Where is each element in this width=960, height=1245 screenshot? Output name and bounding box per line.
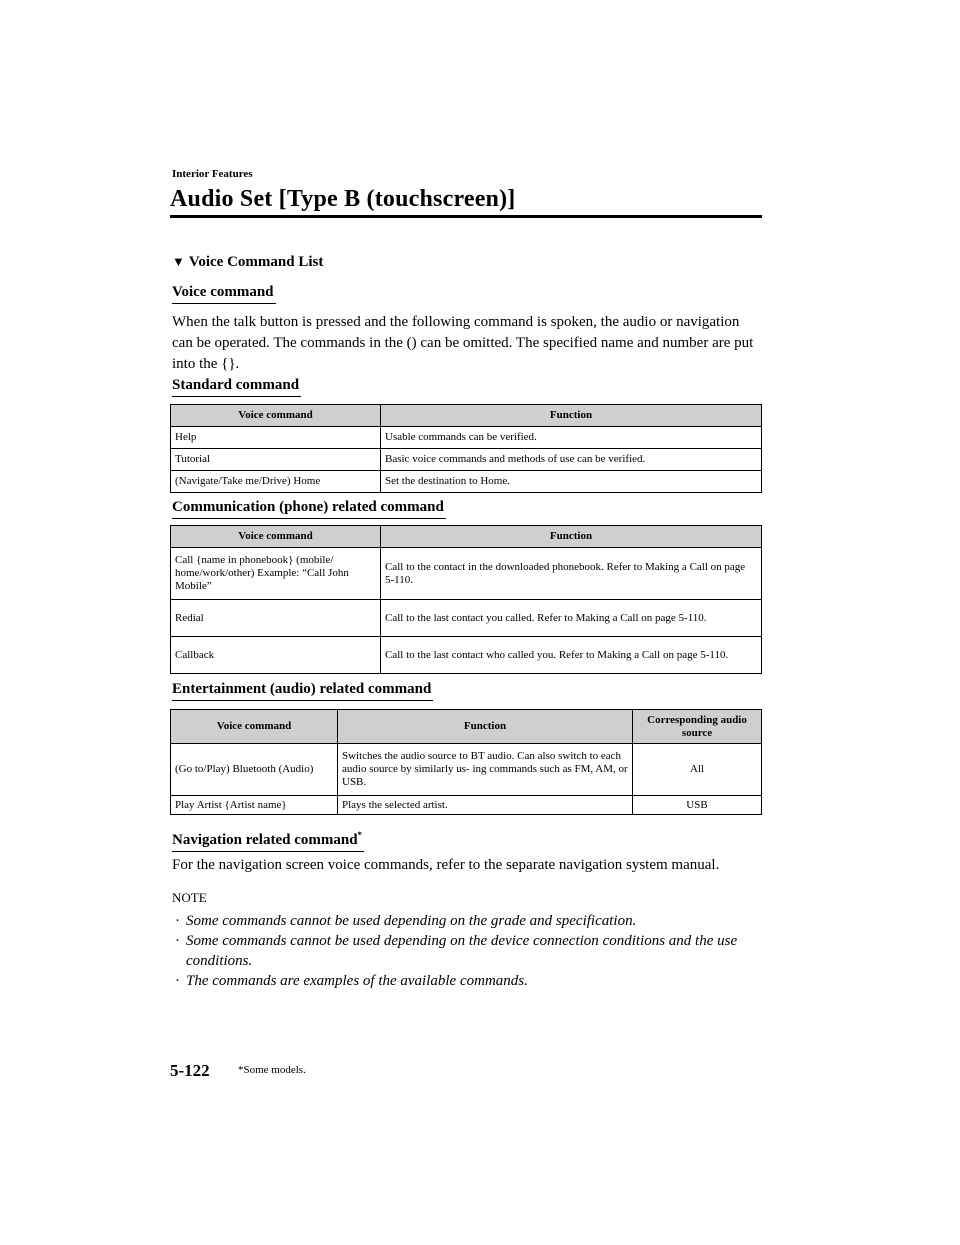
list-heading-text: Voice Command List (188, 254, 324, 270)
page-number: 5-122 (170, 1061, 210, 1080)
table-row (171, 637, 762, 674)
column-header: Voice command (171, 526, 381, 548)
column-header: Function (381, 526, 762, 548)
section-label: Interior Features (172, 168, 253, 180)
table-cell: Tutorial (171, 449, 381, 471)
entertainment-command-table (170, 709, 762, 815)
table-cell: Call to the last contact you called. Refer to Making a Call on page 5-110. (381, 600, 762, 637)
column-header: Voice command (171, 710, 338, 744)
voice-command-list-heading (172, 254, 323, 271)
table-header-row (171, 710, 762, 744)
table-cell: Help (171, 427, 381, 449)
standard-command-heading (172, 377, 301, 397)
table-cell: Callback (171, 637, 381, 674)
note-item-text: Some commands cannot be used depending on the grade and specification. (186, 913, 637, 929)
triangle-down-icon: ▼ (172, 254, 185, 269)
bullet-icon: · (175, 913, 180, 929)
note-item (172, 971, 762, 991)
navigation-paragraph: For the navigation screen voice commands, refer to the separate navigation system manual. (172, 857, 720, 873)
column-header: Voice command (171, 405, 381, 427)
table-row (171, 796, 762, 815)
standard-command-heading-text: Standard command (172, 377, 301, 397)
note-item (172, 911, 762, 931)
table-row (171, 744, 762, 796)
page-title: Audio Set [Type B (touchscreen)] (170, 186, 516, 212)
table-row (171, 548, 762, 600)
column-header: Corresponding audio source (633, 710, 762, 744)
table-row (171, 471, 762, 493)
standard-command-table (170, 404, 762, 493)
table-cell: Usable commands can be verified. (381, 427, 762, 449)
navigation-heading-underline (172, 830, 364, 852)
table-cell: All (633, 744, 762, 796)
navigation-command-heading-text: Navigation related command (172, 832, 358, 848)
table-cell: (Navigate/Take me/Drive) Home (171, 471, 381, 493)
table-cell: Call to the contact in the downloaded phonebook. Refer to Making a Call on page 5-110. (381, 548, 762, 600)
table-cell: Switches the audio source to BT audio. Can also switch to each audio source by similarly us- ing commands such as FM, AM, or USB. (338, 744, 633, 796)
bullet-icon: · (175, 973, 180, 989)
table-cell: Call {name in phonebook} (mobile/ home/work/other) Example: “Call John Mobile” (171, 548, 381, 600)
table-cell: Plays the selected artist. (338, 796, 633, 815)
table-cell: USB (633, 796, 762, 815)
table-row (171, 449, 762, 471)
table-cell: Set the destination to Home. (381, 471, 762, 493)
note-item-text: Some commands cannot be used depending on the device connection conditions and the use conditions. (186, 933, 738, 969)
note-list (172, 911, 762, 991)
title-rule (170, 215, 762, 218)
entertainment-command-heading-text: Entertainment (audio) related command (172, 681, 433, 701)
table-row (171, 427, 762, 449)
table-cell: Play Artist {Artist name} (171, 796, 338, 815)
entertainment-command-heading (172, 681, 433, 701)
intro-paragraph: When the talk button is pressed and the following command is spoken, the audio or navigation can be operated. The commands in the () can be omitted. The specified name and number are put into the {}. (172, 314, 754, 372)
voice-command-heading-text: Voice command (172, 284, 276, 304)
navigation-command-heading (172, 830, 364, 852)
column-header: Function (381, 405, 762, 427)
table-row (171, 600, 762, 637)
voice-command-heading (172, 284, 276, 304)
table-cell: (Go to/Play) Bluetooth (Audio) (171, 744, 338, 796)
note-label: NOTE (172, 890, 207, 905)
table-cell: Basic voice commands and methods of use can be verified. (381, 449, 762, 471)
bullet-icon: · (175, 933, 180, 949)
table-cell: Redial (171, 600, 381, 637)
some-models-marker: * (357, 830, 363, 840)
note-item (172, 931, 762, 971)
footnote: *Some models. (238, 1064, 306, 1076)
communication-command-heading-text: Communication (phone) related command (172, 499, 446, 519)
table-header-row (171, 405, 762, 427)
column-header: Function (338, 710, 633, 744)
note-item-text: The commands are examples of the available commands. (186, 973, 528, 989)
table-cell: Call to the last contact who called you. Refer to Making a Call on page 5-110. (381, 637, 762, 674)
table-header-row (171, 526, 762, 548)
communication-command-table (170, 525, 762, 674)
communication-command-heading (172, 499, 446, 519)
